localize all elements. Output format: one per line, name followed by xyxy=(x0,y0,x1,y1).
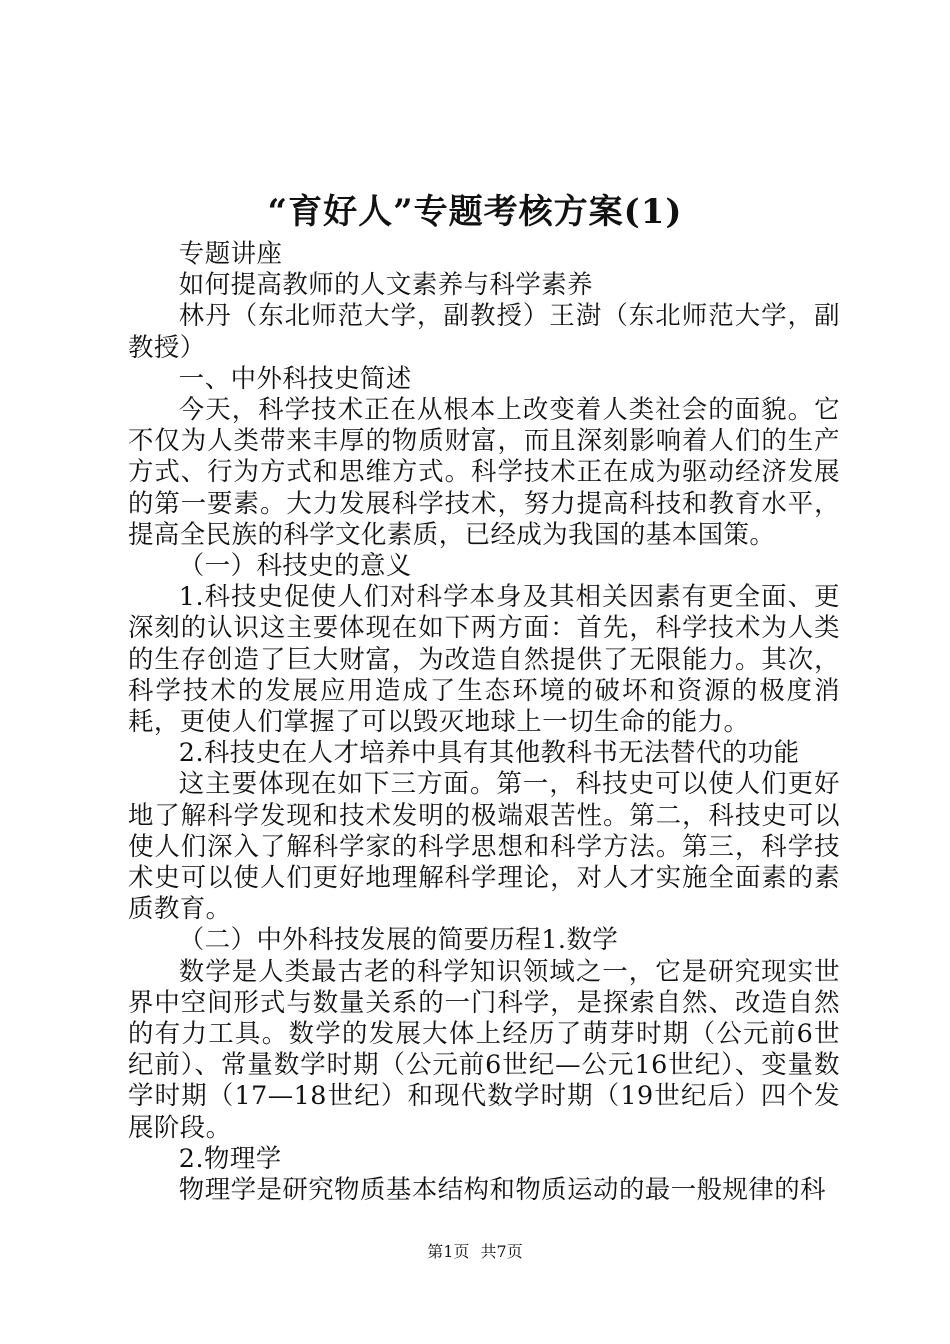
page-total: 共7页 xyxy=(480,1242,523,1261)
document-title: “育好人”专题考核方案(1) xyxy=(267,192,683,232)
subsection-heading: （一）科技史的意义 xyxy=(178,550,412,581)
paragraph: 这主要体现在如下三方面。第一，科技史可以使人们更好地了解科学发现和技术发明的极端艰苦性。第二，科技史可以使人们深入了解科学家的科学思想和科学方法。第三，科学技术史可以使人们更好地理解科学理论，对人才实施全面素的素质教育。 xyxy=(128,768,840,924)
paragraph: 2.物理学 xyxy=(178,1142,282,1173)
page-number: 第1页 xyxy=(427,1242,470,1261)
paragraph: 物理学是研究物质基本结构和物质运动的最一般规律的科 xyxy=(178,1174,827,1205)
paragraph: 数学是人类最古老的科学知识领域之一，它是研究现实世界中空间形式与数量关系的一门科学，是探索自然、改造自然的有力工具。数学的发展大体上经历了萌芽时期（公元前6世纪前）、常量数学时期（公元前6世纪—公元16世纪）、变量数学时期（17—18世纪）和现代数学时期（19世纪后）四个发展阶段。 xyxy=(128,955,840,1142)
section-heading: 一、中外科技史简述 xyxy=(178,362,412,393)
document-body xyxy=(128,238,840,1205)
paragraph-lecture-topic: 如何提高教师的人文素养与科学素养 xyxy=(178,269,594,300)
subsection-heading: （二）中外科技发展的简要历程1.数学 xyxy=(178,924,619,955)
paragraph: 今天，科学技术正在从根本上改变着人类社会的面貌。它不仅为人类带来丰厚的物质财富，而且深刻影响着人们的生产方式、行为方式和思维方式。科学技术正在成为驱动经济发展的第一要素。大力发展科学技术，努力提高科技和教育水平，提高全民族的科学文化素质，已经成为我国的基本国策。 xyxy=(128,394,840,549)
paragraph: 2.科技史在人才培养中具有其他教科书无法替代的功能 xyxy=(178,737,800,768)
paragraph-lecture-label: 专题讲座 xyxy=(178,238,283,268)
paragraph: 1.科技史促使人们对科学本身及其相关因素有更全面、更深刻的认识这主要体现在如下两方面：首先，科学技术为人类的生存创造了巨大财富，为改造自然提供了无限能力。其次，科学技术的发展应用造成了生态环境的破坏和资源的极度消耗，更使人们掌握了可以毁灭地球上一切生命的能力。 xyxy=(128,581,840,737)
paragraph-authors: 林丹（东北师范大学，副教授）王澍（东北师范大学，副教授） xyxy=(128,300,840,362)
page-footer xyxy=(0,1242,950,1262)
